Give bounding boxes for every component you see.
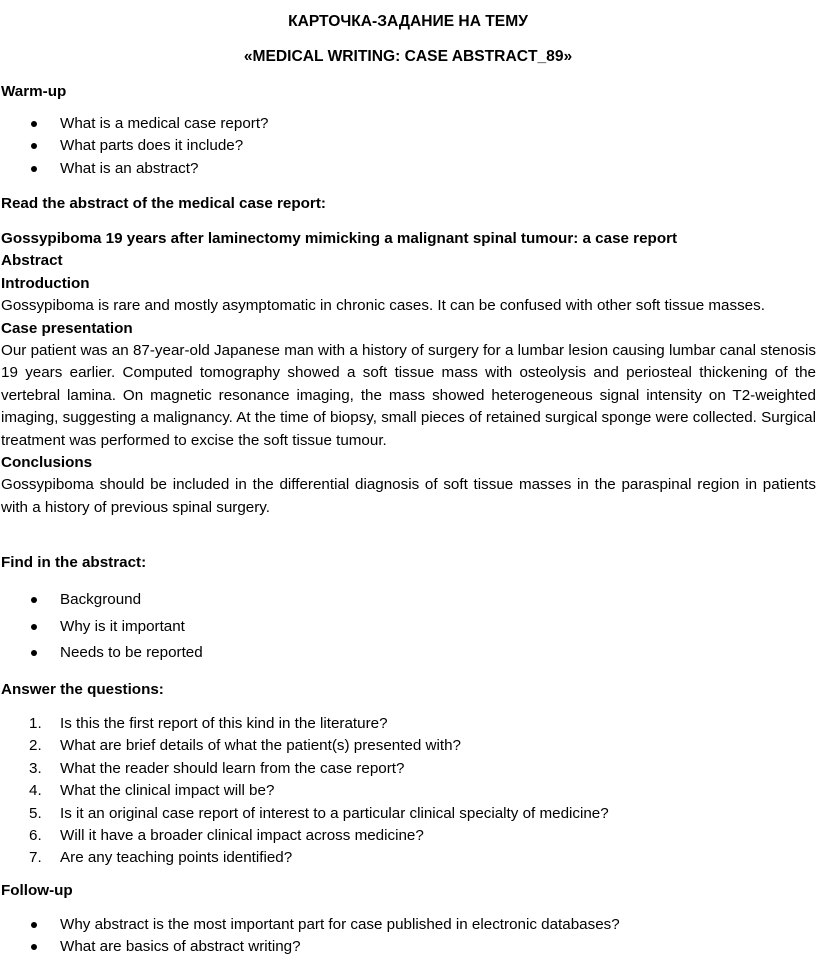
bullet-icon — [31, 143, 37, 149]
list-item: 5. Is it an original case report of interest to a particular clinical specialty of medicine? — [29, 804, 609, 822]
list-item: What is a medical case report? — [0, 113, 269, 135]
case-presentation-text: Our patient was an 87-year-old Japanese man with a history of surgery for a lumbar lesion causing lumbar canal stenosis 19 years earlier. Computed tomography showed a soft tissue mass with osteolysis and periosteal thickening of the vertebral lamina. On magnetic resonance imaging, the mass showed heterogeneous signal intensity on T2-weighted imaging, suggesting a malignancy. At the time of biopsy, small pieces of retained surgical sponge were collected. Surgical treatment was performed to excise the soft tissue tumour. — [1, 342, 816, 449]
title-line-2: «MEDICAL WRITING: CASE ABSTRACT_89» — [243, 48, 573, 65]
list-item: What are basics of abstract writing? — [0, 936, 620, 958]
list-item: 4. What the clinical impact will be? — [29, 782, 275, 800]
find-list — [0, 589, 203, 669]
list-item: Background — [0, 589, 203, 616]
answer-list — [0, 713, 609, 870]
abstract-block — [1, 228, 816, 519]
introduction-label: Introduction — [1, 274, 90, 292]
read-heading: Read the abstract of the medical case report: — [1, 195, 326, 212]
list-item: 6. Will it have a broader clinical impact across medicine? — [29, 826, 424, 844]
followup-list — [0, 914, 620, 959]
bullet-icon — [31, 166, 37, 172]
list-item: Why abstract is the most important part for case published in electronic databases? — [0, 914, 620, 936]
article-title: Gossypiboma 19 years after laminectomy mimicking a malignant spinal tumour: a case report — [1, 230, 678, 247]
bullet-icon — [31, 121, 37, 127]
case-presentation-label: Case presentation — [1, 319, 133, 337]
answer-heading: Answer the questions: — [1, 681, 164, 698]
list-item: What parts does it include? — [0, 135, 269, 157]
list-item: 7. Are any teaching points identified? — [29, 849, 293, 867]
bullet-icon — [31, 650, 37, 656]
list-item: Why is it important — [0, 616, 203, 643]
find-heading: Find in the abstract: — [1, 554, 147, 571]
list-item: What is an abstract? — [0, 158, 269, 180]
abstract-label: Abstract — [1, 252, 63, 270]
warmup-list — [0, 113, 269, 180]
bullet-icon — [31, 624, 37, 630]
title-line-1: КАРТОЧКА-ЗАДАНИЕ НА ТЕМУ — [288, 13, 528, 30]
list-item: 1. Is this the first report of this kind in the literature? — [29, 715, 388, 732]
list-item: 2. What are brief details of what the patient(s) presented with? — [29, 737, 461, 755]
bullet-icon — [31, 944, 37, 950]
followup-heading: Follow-up — [1, 882, 73, 899]
bullet-icon — [31, 922, 37, 928]
list-item: Needs to be reported — [0, 642, 203, 669]
introduction-text: Gossypiboma is rare and mostly asymptomatic in chronic cases. It can be confused with other soft tissue masses. — [1, 297, 765, 315]
bullet-icon — [31, 597, 37, 603]
conclusions-text: Gossypiboma should be included in the differential diagnosis of soft tissue masses in the paraspinal region in patients with a history of previous spinal surgery. — [1, 476, 816, 516]
conclusions-label: Conclusions — [1, 454, 93, 472]
warmup-heading: Warm-up — [1, 83, 67, 100]
list-item: 3. What the reader should learn from the case report? — [29, 759, 405, 777]
